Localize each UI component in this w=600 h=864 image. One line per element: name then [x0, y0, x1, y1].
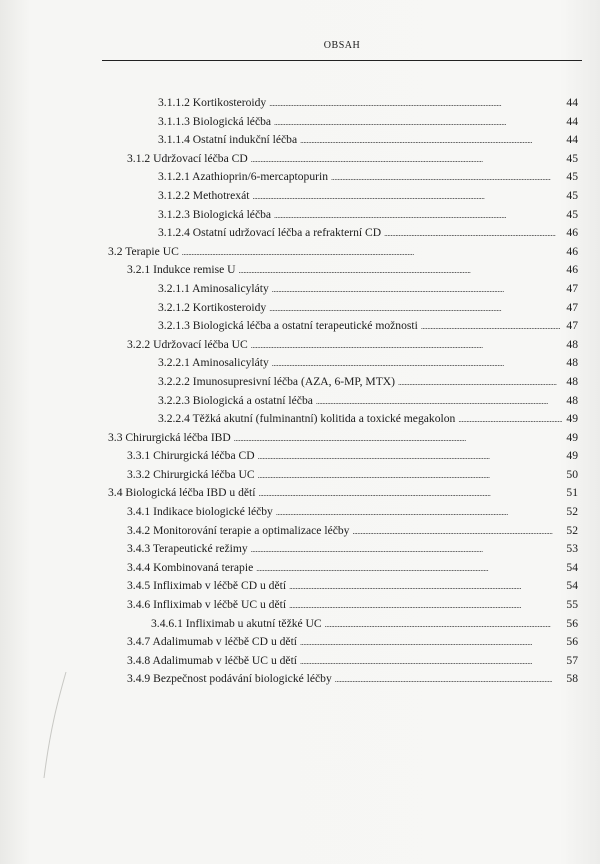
dot-leader [300, 653, 550, 672]
dot-leader [234, 430, 550, 449]
toc-entry[interactable] [0, 615, 600, 634]
toc-entry-page: 47 [566, 319, 578, 333]
toc-entry-page: 44 [566, 114, 578, 128]
toc-entry-label [127, 503, 276, 522]
toc-entry-label [158, 113, 274, 132]
dot-leader [300, 634, 550, 653]
dot-leader [335, 671, 552, 690]
toc-entry-page: 51 [566, 486, 578, 500]
toc-entry-label [127, 559, 256, 578]
toc-entry-number: 3.3.1 [127, 449, 151, 463]
toc-entry-label [127, 540, 251, 559]
toc-entry-number: 3.2.1.2 [158, 300, 190, 314]
toc-entry[interactable] [0, 429, 600, 448]
toc-entry-title: Udržovací léčba CD [153, 151, 248, 165]
toc-entry-title: Aminosalicyláty [192, 281, 269, 295]
toc-entry[interactable] [0, 206, 600, 225]
toc-entry-title: Biologická léčba [192, 207, 272, 221]
toc-entry[interactable] [0, 113, 600, 132]
toc-entry-title: Biologická léčba IBD u dětí [125, 486, 256, 500]
toc-entry-title: Imunosupresivní léčba (AZA, 6-MP, MTX) [192, 374, 396, 388]
dot-leader [272, 281, 550, 300]
toc-entry-page: 49 [566, 449, 578, 463]
toc-entry[interactable] [0, 559, 600, 578]
toc-entry-title: Udržovací léčba UC [153, 337, 248, 351]
running-header: OBSAH [323, 40, 361, 51]
toc-entry-title: Adalimumab v léčbě CD u dětí [152, 635, 298, 649]
toc-entry-page: 48 [566, 356, 578, 370]
toc-entry-number: 3.4.3 [127, 542, 151, 556]
toc-entry-page: 55 [566, 598, 578, 612]
toc-entry[interactable] [0, 410, 600, 429]
dot-leader [421, 318, 560, 337]
toc-entry[interactable] [0, 224, 600, 243]
toc-entry-label [108, 484, 258, 503]
toc-entry[interactable] [0, 596, 600, 615]
dot-leader [258, 448, 550, 467]
toc-entry-label [158, 168, 331, 187]
toc-entry[interactable] [0, 466, 600, 485]
table-of-contents [0, 94, 600, 689]
toc-entry-page: 48 [566, 393, 578, 407]
dot-leader [458, 411, 562, 430]
toc-entry-label [127, 261, 239, 280]
toc-entry-number: 3.4.2 [127, 523, 151, 537]
toc-entry-title: Infliximab v léčbě CD u dětí [153, 579, 287, 593]
toc-entry-title: Adalimumab v léčbě UC u dětí [152, 653, 298, 667]
toc-entry[interactable] [0, 261, 600, 280]
toc-entry-label [158, 392, 316, 411]
toc-entry-page: 50 [566, 467, 578, 481]
toc-entry[interactable] [0, 243, 600, 262]
toc-entry-number: 3.2.2.3 [158, 393, 190, 407]
toc-entry-page: 47 [566, 300, 578, 314]
toc-entry-page: 45 [566, 151, 578, 165]
toc-entry-label [158, 206, 274, 225]
toc-entry-label [127, 466, 258, 485]
toc-entry-page: 58 [566, 672, 578, 686]
dot-leader [239, 262, 550, 281]
toc-entry-number: 3.1.1.4 [158, 133, 190, 147]
toc-entry-number: 3.1.2.1 [158, 170, 190, 184]
toc-entry-number: 3.1.1.3 [158, 114, 190, 128]
toc-entry[interactable] [0, 187, 600, 206]
toc-entry-title: Kortikosteroidy [192, 96, 267, 109]
header-rule [102, 60, 582, 61]
toc-entry[interactable] [0, 652, 600, 671]
toc-entry-page: 54 [566, 560, 578, 574]
toc-entry-page: 52 [566, 523, 578, 537]
toc-entry[interactable] [0, 299, 600, 318]
toc-entry-page: 48 [566, 337, 578, 351]
toc-entry[interactable] [0, 522, 600, 541]
toc-entry-number: 3.2.2.1 [158, 356, 190, 370]
toc-entry-title: Biologická léčba a ostatní terapeutické možnosti [192, 319, 418, 333]
toc-entry[interactable] [0, 317, 600, 336]
dot-leader [289, 597, 550, 616]
toc-entry-label [158, 354, 272, 373]
toc-entry-page: 56 [566, 616, 578, 630]
dot-leader [276, 504, 550, 523]
dot-leader [289, 578, 550, 597]
toc-entry-label [158, 299, 269, 318]
dot-leader [252, 188, 550, 207]
dot-leader [274, 114, 550, 133]
toc-entry-title: Chirurgická léčba IBD [125, 430, 231, 444]
toc-entry[interactable] [0, 354, 600, 373]
toc-entry[interactable] [0, 447, 600, 466]
toc-entry-title: Ostatní indukční léčba [192, 133, 298, 147]
toc-entry-title: Indukce remise U [153, 263, 236, 277]
toc-entry-title: Monitorování terapie a optimalizace léčby [153, 523, 350, 537]
toc-entry-title: Azathioprin/6-mercaptopurin [192, 170, 329, 184]
toc-entry[interactable] [0, 280, 600, 299]
toc-entry-number: 3.4.7 [127, 635, 151, 649]
toc-entry-page: 47 [566, 281, 578, 295]
toc-entry-number: 3.2.1.1 [158, 281, 190, 295]
toc-entry-label [127, 447, 258, 466]
toc-entry-page: 46 [566, 244, 578, 258]
dot-leader [251, 337, 550, 356]
toc-entry-label [158, 373, 398, 392]
toc-entry-page: 56 [566, 635, 578, 649]
toc-entry-label [127, 633, 300, 652]
toc-entry-title: Methotrexát [192, 188, 250, 202]
dot-leader [352, 523, 553, 542]
toc-entry-title: Kombinovaná terapie [153, 560, 254, 574]
toc-entry-label [127, 150, 251, 169]
toc-entry-title: Biologická léčba [192, 114, 272, 128]
toc-entry-title: Infliximab u akutní těžké UC [185, 616, 322, 630]
dot-leader [269, 95, 550, 114]
toc-entry[interactable] [0, 540, 600, 559]
toc-entry-label [158, 317, 421, 336]
dot-leader [258, 467, 550, 486]
toc-entry-title: Ostatní udržovací léčba a refrakterní CD [192, 226, 382, 240]
toc-entry-page: 45 [566, 207, 578, 221]
toc-entry-number: 3.2.2.4 [158, 412, 190, 426]
margin-pencil-mark [40, 670, 70, 780]
toc-entry-label [127, 596, 289, 615]
toc-entry[interactable] [0, 392, 600, 411]
toc-entry-number: 3.4.5 [127, 579, 151, 593]
toc-entry-number: 3.4 [108, 486, 123, 500]
toc-entry-title: Bezpečnost podávání biologické léčby [153, 672, 332, 686]
toc-entry-number: 3.2.2.2 [158, 374, 190, 388]
toc-entry-number: 3.1.1.2 [158, 96, 190, 109]
dot-leader [316, 393, 550, 412]
toc-entry-label [108, 243, 182, 262]
toc-entry[interactable] [0, 131, 600, 150]
dot-leader [274, 207, 550, 226]
toc-entry-label [127, 336, 251, 355]
toc-entry[interactable] [0, 670, 600, 689]
dot-leader [331, 169, 551, 188]
dot-leader [251, 151, 550, 170]
dot-leader [384, 225, 556, 244]
toc-entry-label [158, 224, 384, 243]
toc-entry-number: 3.4.6.1 [151, 616, 183, 630]
toc-entry-number: 3.4.9 [127, 672, 151, 686]
toc-entry-title: Chirurgická léčba UC [153, 467, 255, 481]
toc-entry-title: Biologická a ostatní léčba [192, 393, 313, 407]
toc-entry-number: 3.1.2.3 [158, 207, 190, 221]
toc-entry-number: 3.4.8 [127, 653, 151, 667]
toc-entry-page: 45 [566, 188, 578, 202]
toc-entry-number: 3.3.2 [127, 467, 151, 481]
toc-entry[interactable] [0, 503, 600, 522]
toc-entry-label [158, 280, 272, 299]
toc-entry-number: 3.2.2 [127, 337, 151, 351]
toc-entry-number: 3.4.4 [127, 560, 151, 574]
toc-entry[interactable] [0, 484, 600, 503]
toc-entry-title: Terapeutické režimy [152, 542, 248, 556]
toc-entry-label [108, 429, 234, 448]
toc-entry[interactable] [0, 633, 600, 652]
toc-entry-title: Těžká akutní (fulminantní) kolitida a toxické megakolon [192, 412, 456, 426]
toc-entry-label [127, 652, 300, 671]
toc-entry-page: 45 [566, 170, 578, 184]
toc-entry-title: Aminosalicyláty [192, 356, 269, 370]
toc-entry-page: 48 [566, 374, 578, 388]
dot-leader [251, 541, 550, 560]
dot-leader [258, 485, 550, 504]
dot-leader [398, 374, 557, 393]
dot-leader [256, 560, 550, 579]
toc-entry[interactable] [0, 577, 600, 596]
toc-entry-label [158, 187, 252, 206]
toc-entry-label [158, 410, 458, 429]
dot-leader [325, 616, 551, 635]
dot-leader [272, 355, 550, 374]
toc-entry-title: Terapie UC [125, 244, 179, 258]
toc-entry-number: 3.2.1.3 [158, 319, 190, 333]
toc-entry-page: 49 [566, 430, 578, 444]
toc-entry-page: 52 [566, 505, 578, 519]
toc-entry-label [158, 94, 269, 113]
toc-entry-number: 3.1.2 [127, 151, 151, 165]
toc-entry-page: 44 [566, 133, 578, 147]
toc-entry[interactable] [0, 150, 600, 169]
toc-entry-title: Infliximab v léčbě UC u dětí [153, 598, 287, 612]
toc-entry[interactable] [0, 168, 600, 187]
toc-entry-title: Chirurgická léčba CD [153, 449, 255, 463]
toc-entry-number: 3.1.2.4 [158, 226, 190, 240]
toc-entry[interactable] [0, 94, 600, 113]
toc-entry-page: 46 [566, 226, 578, 240]
toc-entry-page: 53 [566, 542, 578, 556]
toc-entry-number: 3.4.1 [127, 505, 151, 519]
toc-entry-label [127, 522, 352, 541]
toc-entry-number: 3.4.6 [127, 598, 151, 612]
dot-leader [300, 132, 550, 151]
toc-entry-title: Indikace biologické léčby [153, 505, 273, 519]
toc-entry-page: 49 [566, 412, 578, 426]
toc-entry[interactable] [0, 336, 600, 355]
toc-entry-page: 54 [566, 579, 578, 593]
toc-entry-number: 3.3 [108, 430, 123, 444]
toc-entry-label [151, 615, 325, 634]
toc-entry-number: 3.2.1 [127, 263, 151, 277]
dot-leader [182, 244, 550, 263]
toc-entry-page: 57 [566, 653, 578, 667]
toc-entry[interactable] [0, 373, 600, 392]
toc-entry-number: 3.2 [108, 244, 123, 258]
toc-entry-page: 46 [566, 263, 578, 277]
toc-entry-label [158, 131, 300, 150]
toc-entry-title: Kortikosteroidy [192, 300, 267, 314]
toc-entry-page: 44 [566, 96, 578, 109]
dot-leader [269, 300, 550, 319]
toc-entry-number: 3.1.2.2 [158, 188, 190, 202]
toc-entry-label [127, 577, 289, 596]
toc-entry-label [127, 670, 335, 689]
